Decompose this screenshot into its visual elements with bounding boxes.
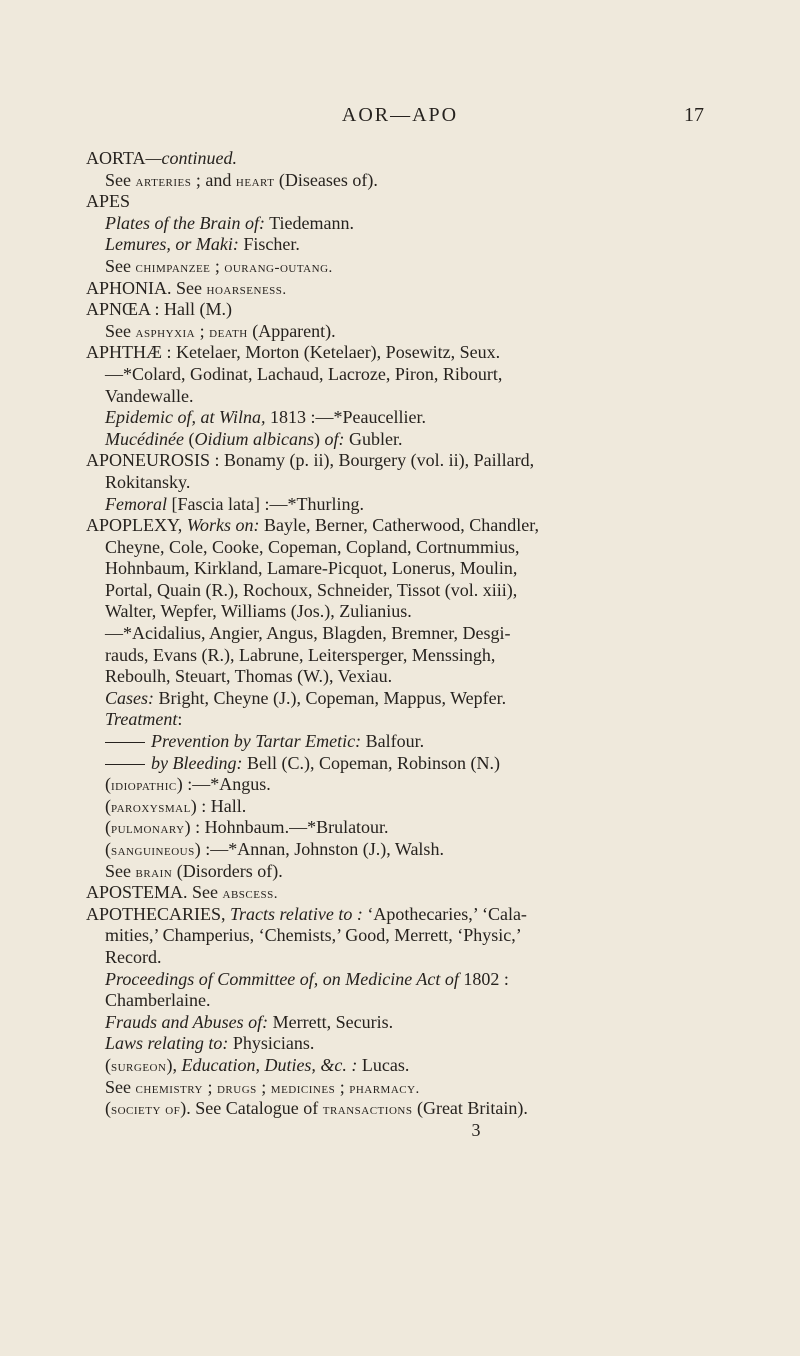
index-subentry-line <box>86 170 746 192</box>
entry-text: Bayle, Berner, Catherwood, Chandler, <box>259 515 540 536</box>
index-heading-line <box>86 450 746 472</box>
entry-text: Record. <box>105 946 162 967</box>
entry-text: 1802 : <box>458 968 509 989</box>
entry-text: APONEUROSIS : Bonamy (p. ii), Bourgery (vol. ii), Paillard, <box>86 450 535 471</box>
entry-text: APNŒA : Hall (M.) <box>86 299 233 320</box>
signature-mark: 3 <box>471 1120 481 1140</box>
small-caps-text: ourang-outang. <box>224 259 333 276</box>
italic-text: Oidium albicans <box>194 428 314 449</box>
italic-text: Cases: <box>105 687 154 708</box>
entry-text: ( <box>105 1054 111 1075</box>
small-caps-text: arteries <box>135 173 192 190</box>
entry-text: APHTHÆ : Ketelaer, Morton (Ketelaer), Posewitz, Seux. <box>86 342 501 363</box>
italic-text: Proceedings of Committee of, on Medicine Act of <box>105 968 459 989</box>
entry-text: ) :—*Angus. <box>176 774 271 795</box>
index-subentry-line <box>86 990 746 1012</box>
entry-text: mities,’ Champerius, ‘Chemists,’ Good, Merrett, ‘Physic,’ <box>105 925 522 946</box>
entry-text: (Disorders of). <box>172 860 283 881</box>
entry-text: APHONIA. See <box>86 277 207 298</box>
small-caps-text: brain <box>135 864 173 881</box>
entry-text: Vandewalle. <box>105 385 194 406</box>
small-caps-text: society of <box>111 1102 181 1119</box>
italic-text: Lemures, or Maki: <box>105 234 239 255</box>
entry-text: ) :—*Annan, Johnston (J.), Walsh. <box>194 839 444 859</box>
italic-text: Education, Duties, &c. : <box>181 1054 358 1075</box>
entry-text: ; <box>256 1076 271 1097</box>
italic-text: Laws relating to: <box>105 1033 229 1054</box>
entry-text: See <box>105 320 136 341</box>
index-subentry-line <box>86 709 746 731</box>
index-entries <box>86 148 746 1140</box>
entry-text: Walter, Wepfer, Williams (Jos.), Zulianius. <box>105 601 412 622</box>
index-heading-line <box>86 515 746 537</box>
small-caps-text: surgeon <box>111 1058 167 1075</box>
entry-text: Rokitansky. <box>105 471 191 492</box>
italic-text: Mucédinée <box>105 428 184 449</box>
entry-text: ( <box>183 428 195 449</box>
entry-text: APOTHECARIES, <box>86 903 231 924</box>
entry-text: See <box>105 255 136 276</box>
small-caps-text: idiopathic <box>111 778 177 795</box>
index-subentry-line <box>86 925 746 947</box>
index-subentry-line <box>86 321 746 343</box>
small-caps-text: chemistry <box>135 1080 203 1097</box>
index-subentry-line <box>86 666 746 688</box>
index-heading-line <box>86 278 746 300</box>
index-subentry-line <box>86 494 746 516</box>
entry-text: Merrett, Securis. <box>268 1011 394 1032</box>
entry-text: ; <box>195 320 210 341</box>
italic-text: of: <box>324 428 345 449</box>
index-subentry-line <box>86 623 746 645</box>
italic-text: Femoral <box>105 493 167 514</box>
entry-text: APES <box>86 191 131 212</box>
entry-text: ( <box>105 839 111 859</box>
entry-text: Portal, Quain (R.), Rochoux, Schneider, Tissot (vol. xiii), <box>105 579 518 600</box>
entry-text: APOSTEMA. See <box>86 882 223 903</box>
italic-text: by Bleeding: <box>151 752 243 773</box>
entry-text: Lucas. <box>357 1054 410 1075</box>
index-subentry-line <box>86 472 746 494</box>
index-subentry-line <box>86 753 746 775</box>
entry-text: See <box>105 169 136 190</box>
italic-text: Plates of the Brain of: <box>105 212 265 233</box>
index-heading-line <box>86 299 746 321</box>
italic-text: Epidemic of, at Wilna, <box>105 407 266 428</box>
index-subentry-line <box>86 213 746 235</box>
index-subentry-line <box>86 1098 746 1120</box>
running-head: AOR—APO <box>341 104 459 126</box>
page-header <box>0 104 800 134</box>
entry-text: AORTA <box>86 148 146 168</box>
index-subentry-line <box>86 234 746 256</box>
index-subentry-line <box>86 364 746 386</box>
index-heading-line <box>86 904 746 926</box>
index-subentry-line <box>86 774 746 796</box>
entry-text: Tiedemann. <box>264 212 354 233</box>
entry-text: Bell (C.), Copeman, Robinson (N.) <box>242 752 500 773</box>
index-subentry-line <box>86 537 746 559</box>
small-caps-text: heart <box>235 173 275 190</box>
small-caps-text: abscess. <box>222 886 278 903</box>
entry-text: See <box>105 860 136 881</box>
small-caps-text: medicines <box>270 1080 336 1097</box>
index-subentry-line <box>86 969 746 991</box>
entry-text: —*Colard, Godinat, Lachaud, Lacroze, Piron, Ribourt, <box>105 363 503 384</box>
page-number: 17 <box>684 104 704 126</box>
entry-text: 1813 :—*Peaucellier. <box>265 407 426 428</box>
small-caps-text: death <box>209 324 248 341</box>
entry-text: —*Acidalius, Angier, Angus, Blagden, Bremner, Desgi- <box>105 623 511 644</box>
entry-text: ), <box>166 1054 182 1075</box>
small-caps-text: transactions <box>322 1102 413 1119</box>
index-subentry-line <box>86 1012 746 1034</box>
entry-text: Gubler. <box>344 428 403 449</box>
entry-text: rauds, Evans (R.), Labrune, Leitersperger, Menssingh, <box>105 644 496 665</box>
entry-text: ( <box>105 774 111 795</box>
entry-text: ). See Catalogue of <box>180 1098 323 1119</box>
index-subentry-line <box>86 731 746 753</box>
entry-text: ( <box>105 1098 111 1119</box>
entry-text: See <box>105 1076 136 1097</box>
entry-text: Cheyne, Cole, Cooke, Copeman, Copland, Cortnummius, <box>105 536 520 557</box>
italic-text: Treatment <box>105 709 178 730</box>
entry-text: ) : Hall. <box>190 795 247 816</box>
index-subentry-line <box>86 796 746 818</box>
entry-text: Chamberlaine. <box>105 990 211 1011</box>
index-subentry-line <box>86 1033 746 1055</box>
index-heading-line <box>86 148 746 170</box>
index-subentry-line <box>86 1077 746 1099</box>
index-subentry-line <box>86 1055 746 1077</box>
index-heading-line <box>86 342 746 364</box>
index-subentry-line <box>86 947 746 969</box>
entry-text: Bright, Cheyne (J.), Copeman, Mappus, Wepfer. <box>154 687 507 708</box>
index-subentry-line <box>86 839 746 861</box>
ditto-rule <box>105 742 145 743</box>
italic-text: Frauds and Abuses of: <box>105 1011 269 1032</box>
entry-text: ( <box>105 795 111 816</box>
index-heading-line <box>86 191 746 213</box>
entry-text: (Great Britain). <box>412 1098 528 1119</box>
entry-text: ) <box>313 428 325 449</box>
entry-text: Hohnbaum, Kirkland, Lamare-Picquot, Lonerus, Moulin, <box>105 558 518 579</box>
entry-text: APOPLEXY, <box>86 515 187 536</box>
small-caps-text: drugs <box>216 1080 257 1097</box>
index-subentry-line <box>86 580 746 602</box>
small-caps-text: paroxysmal <box>111 799 191 816</box>
entry-text: ; <box>210 255 225 276</box>
index-subentry-line <box>86 407 746 429</box>
italic-text: —continued. <box>145 148 237 168</box>
index-subentry-line <box>86 645 746 667</box>
index-subentry-line <box>86 429 746 451</box>
small-caps-text: pharmacy. <box>349 1080 420 1097</box>
entry-text: ( <box>105 817 111 838</box>
index-subentry-line <box>86 601 746 623</box>
small-caps-text: hoarseness. <box>206 281 287 298</box>
entry-text: Fischer. <box>238 234 300 255</box>
entry-text: Balfour. <box>361 731 425 752</box>
index-subentry-line <box>86 817 746 839</box>
index-subentry-line <box>86 256 746 278</box>
index-subentry-line <box>86 558 746 580</box>
italic-text: Tracts relative to : <box>230 903 363 924</box>
ditto-rule <box>105 764 145 765</box>
index-subentry-line <box>86 688 746 710</box>
small-caps-text: sanguineous <box>111 843 195 859</box>
entry-text: ; <box>335 1076 350 1097</box>
small-caps-text: chimpanzee <box>135 259 211 276</box>
entry-text: Reboulh, Steuart, Thomas (W.), Vexiau. <box>105 666 393 687</box>
entry-text: (Diseases of). <box>274 169 378 190</box>
index-heading-line <box>86 882 746 904</box>
entry-text: ; and <box>191 169 236 190</box>
small-caps-text: pulmonary <box>111 821 185 838</box>
entry-text: ‘Apothecaries,’ ‘Cala- <box>362 903 527 924</box>
entry-text: ; <box>202 1076 217 1097</box>
entry-text: ) : Hohnbaum.—*Brulatour. <box>184 817 389 838</box>
entry-text: : <box>177 709 183 730</box>
index-subentry-line <box>86 861 746 883</box>
index-subentry-line <box>86 386 746 408</box>
italic-text: Prevention by Tartar Emetic: <box>151 731 362 752</box>
entry-text: [Fascia lata] :—*Thurling. <box>167 493 364 514</box>
entry-text: (Apparent). <box>247 320 336 341</box>
entry-text: Physicians. <box>228 1033 315 1054</box>
italic-text: Works on: <box>186 515 260 536</box>
small-caps-text: asphyxia <box>135 324 196 341</box>
